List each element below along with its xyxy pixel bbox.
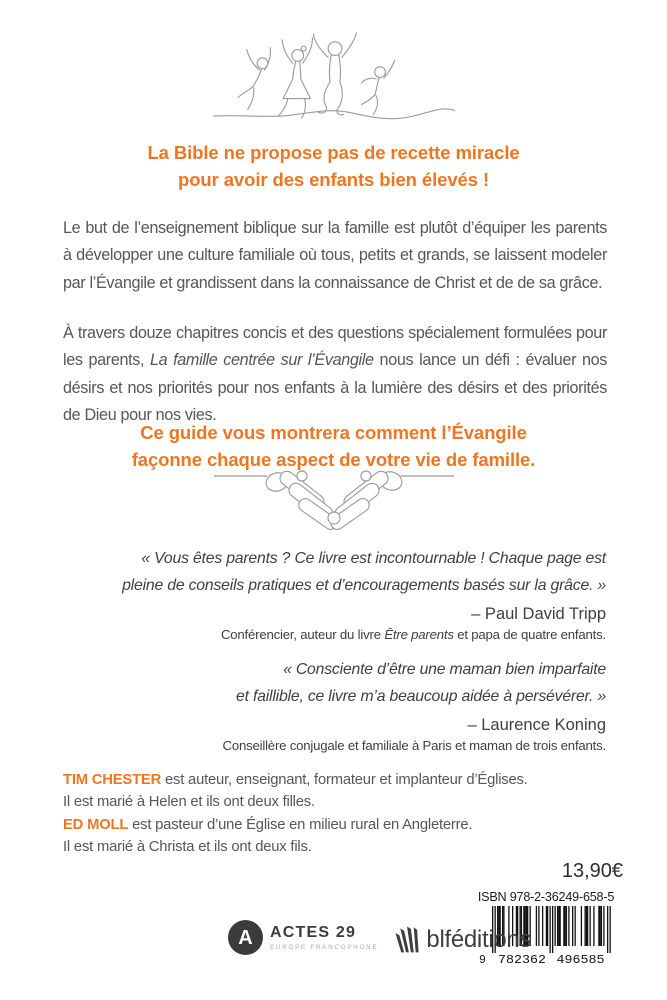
quote-author: – Laurence Koning [467, 716, 606, 734]
book-title-italic: La famille centrée sur l’Évangile [150, 351, 374, 370]
quote-line: et faillible, ce livre m’a beaucoup aidée à persévérer. » [236, 687, 606, 705]
author-bio-text: Il est marié à Christa et ils ont deux fils. [63, 839, 312, 856]
headline-mid-line2: façonne chaque aspect de votre vie de famille. [131, 449, 536, 470]
intro-paragraph-2-after: nous lance un défi : évaluer nos désirs et nos priorités pour nos enfants à la lumière des désirs et des priorités de Dieu pour nos vies. [63, 351, 607, 424]
publisher-actes29-logo [228, 920, 378, 955]
barcode-digit-lead: 9 [478, 954, 486, 965]
price: 13,90€ [561, 860, 623, 882]
blf-name: blféditions [426, 925, 532, 953]
author-name: ED MOLL [63, 816, 129, 833]
quote-line: pleine de conseils pratiques et d’encouragements basés sur la grâce. » [122, 576, 606, 594]
intro-paragraph-2 [63, 320, 607, 429]
quote-role-text: Conférencier, auteur du livre [220, 627, 385, 642]
hands-line-art-illustration [214, 461, 454, 531]
publisher-blf-logo [395, 922, 531, 954]
actes29-name: ACTES 29 [270, 924, 357, 941]
author-bio-text: est pasteur d’une Église en milieu rural en Angleterre. [128, 816, 473, 833]
author-bio-tim-chester [63, 769, 619, 814]
quote-role: Conseillère conjugale et familiale à Paris et maman de trois enfants. [222, 738, 606, 753]
testimonial-2 [58, 657, 606, 753]
quote-line: « Vous êtes parents ? Ce livre est incontournable ! Chaque page est [141, 550, 606, 567]
headline-top-line2: pour avoir des enfants bien élevés ! [178, 169, 489, 190]
author-bio-text: est auteur, enseignant, formateur et implanteur d’Églises. [161, 772, 528, 788]
quote-role [58, 627, 606, 642]
blf-fanned-pages-icon [395, 922, 420, 954]
headline-top [0, 139, 667, 193]
family-line-art-illustration [209, 30, 459, 128]
authors-section [63, 769, 619, 859]
actes29-text [270, 924, 378, 951]
intro-paragraph-2-before: À travers douze chapitres concis et des questions spécialement formulées pour les parents, [63, 324, 607, 370]
actes29-tagline: EUROPE FRANCOPHONE [270, 944, 379, 951]
quote-line: « Consciente d’être une maman bien imparfaite [283, 661, 606, 678]
intro-paragraph-1: Le but de l’enseignement biblique sur la famille est plutôt d’équiper les parents à développer une culture familiale où tous, petits et grands, se laissent modeler par l’Évangile et grandissent dans la connaissance de Christ et de de sa grâce. [63, 219, 607, 292]
quote-role-book-title: Être parents [384, 627, 454, 642]
author-bio-ed-moll [63, 814, 619, 859]
headline-mid-line1: Ce guide vous montrera comment l’Évangile [140, 422, 527, 443]
testimonial-1 [58, 546, 606, 642]
actes29-monogram-icon: A [228, 920, 263, 955]
barcode-digits-right: 496585 [556, 954, 605, 965]
quote-text [58, 657, 606, 710]
author-bio-text: Il est marié à Helen et ils ont deux filles. [63, 794, 315, 811]
headline-top-line1: La Bible ne propose pas de recette miracle [147, 142, 520, 163]
author-name: TIM CHESTER [63, 772, 162, 788]
barcode-digits-left: 782362 [497, 954, 546, 965]
quote-text [58, 546, 606, 599]
publishers-row [228, 920, 531, 955]
quote-role-text: et papa de quatre enfants. [453, 627, 606, 642]
quote-author: – Paul David Tripp [471, 605, 606, 623]
isbn-label: ISBN 978-2-36249-658-5 [477, 890, 615, 904]
